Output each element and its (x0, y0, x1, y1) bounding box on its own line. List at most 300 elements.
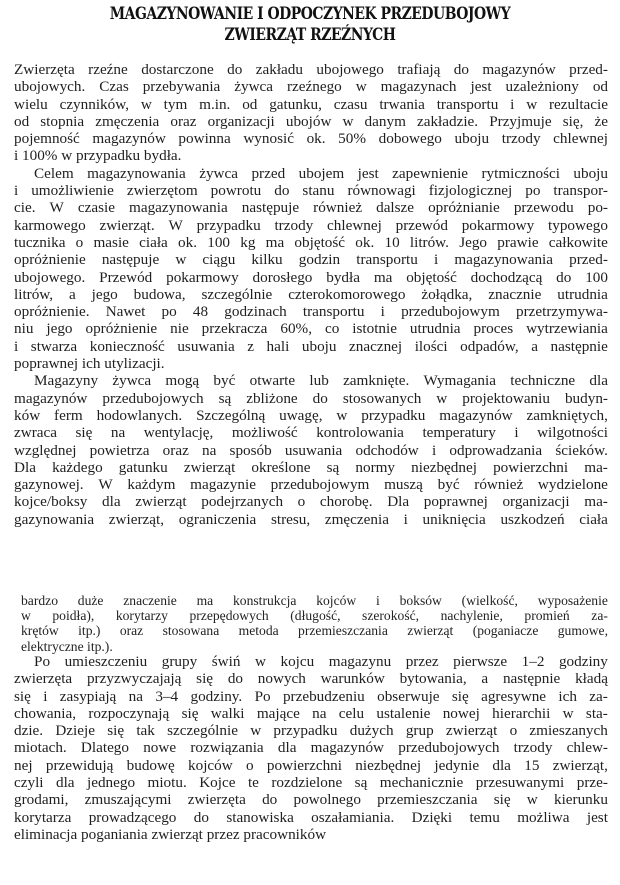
word: 1–2 (521, 653, 545, 670)
word: ferm (54, 406, 83, 424)
word: zmęczenia (95, 112, 160, 130)
word: temperatury (422, 424, 496, 442)
word: ok. (355, 233, 375, 251)
word: rozdzielone (271, 774, 343, 792)
word: do (227, 670, 244, 688)
word: kilku (251, 251, 283, 269)
word: ciągu (202, 251, 236, 269)
word: przesuwanymi (475, 774, 565, 792)
word: że (594, 112, 608, 130)
word: stosowanych (342, 389, 422, 407)
word: warunków (320, 670, 385, 688)
text-line (14, 372, 608, 389)
word: usuwania (284, 441, 343, 459)
word: odprowadzania (449, 441, 543, 459)
word: organizacji (502, 493, 570, 511)
word: powinna (178, 130, 231, 148)
word: od (592, 78, 608, 96)
word: 15 (524, 756, 540, 774)
word: i (431, 441, 437, 459)
word: znacznie (488, 285, 542, 303)
word: krętów (21, 623, 59, 639)
word: hierarchii (492, 704, 551, 722)
word: jest (586, 808, 608, 826)
word: zwierząt (135, 493, 187, 511)
text-line (14, 303, 608, 320)
word: korytarzy (115, 608, 168, 624)
word: magazynowania (129, 199, 228, 217)
word: umożliwienie (31, 182, 114, 200)
word: pojemność (14, 130, 80, 148)
word: litrów. (409, 233, 449, 251)
word: do (556, 268, 572, 286)
word: niu (14, 320, 34, 338)
word: jego (46, 320, 73, 338)
word: do (227, 61, 243, 78)
word: przewodu (513, 199, 574, 217)
word: następuje (101, 251, 160, 269)
word: nowych (257, 670, 306, 688)
word: stanowiska (226, 808, 294, 826)
text-line (14, 670, 608, 687)
word: ok. (178, 233, 198, 251)
body-text-block-1 (14, 61, 608, 528)
word: wilgotności (537, 424, 608, 442)
word: boksów (399, 593, 442, 608)
text-line (14, 61, 608, 78)
word: sposób (229, 441, 272, 459)
word: uboju (573, 164, 608, 182)
word: utrudnia (557, 285, 608, 303)
word: trwania (379, 95, 425, 113)
word: uzależniony (505, 78, 579, 96)
word: celu (338, 704, 365, 722)
word: gumowe, (557, 623, 608, 639)
text-line (14, 130, 608, 147)
word: zwierząt (183, 458, 236, 476)
word: hali (266, 337, 290, 355)
text-line (14, 774, 608, 791)
word: 100 (585, 268, 608, 286)
word: chlewnej (327, 216, 382, 234)
word: trzody (274, 216, 314, 234)
word: magazynów (482, 61, 556, 78)
word: oraz (170, 112, 197, 130)
word: w (140, 95, 152, 113)
word: po (525, 182, 541, 200)
word: czterokomorowego (288, 285, 406, 303)
word: lub (309, 372, 329, 390)
text-line (14, 424, 608, 441)
word: i (514, 424, 519, 442)
word: szerokość, (362, 608, 420, 624)
word: dalsze (376, 199, 415, 217)
word: zamknięte. (343, 372, 410, 390)
word: dostarczone (141, 61, 214, 78)
word: za- (589, 687, 608, 705)
word: o (509, 722, 518, 740)
word: zwierząt (407, 623, 454, 639)
word: odpadów, (460, 337, 519, 355)
word: w (250, 722, 262, 740)
word: i (14, 337, 19, 355)
word: w (336, 406, 348, 424)
word: Magazyny (34, 372, 99, 390)
word: prawie (497, 233, 539, 251)
word: magazynu (328, 653, 392, 670)
word: grupy (161, 653, 198, 670)
word: godziny (558, 653, 608, 670)
word: następnie (502, 670, 561, 688)
word: ubojowych. (14, 78, 86, 96)
word: się (75, 424, 93, 442)
word: ograniczenia (178, 510, 257, 528)
text-line (14, 757, 608, 774)
word: pokarmowy (166, 268, 239, 286)
word: wytrzewiania (526, 320, 608, 338)
word: W (49, 199, 64, 217)
word: ich (558, 687, 577, 705)
word: przed- (569, 61, 608, 78)
word: trafiają (397, 61, 441, 78)
word: zasypiają (59, 687, 117, 705)
word: Celem (34, 164, 74, 182)
word: gazynowej. (14, 476, 84, 494)
word: tak (136, 722, 155, 740)
word: Po (34, 653, 51, 670)
word: budowa, (133, 285, 186, 303)
word: czyli (14, 774, 44, 792)
word: trzody (501, 130, 541, 148)
word: cie. (14, 199, 36, 217)
word: konstrukcja (232, 593, 297, 608)
word: masie (93, 233, 129, 251)
word: ma (265, 233, 285, 251)
word: pierwsze (453, 653, 508, 670)
text-line (14, 493, 608, 510)
word: żywca (199, 164, 239, 182)
word: każdym (127, 476, 176, 494)
word: żywca (112, 372, 152, 390)
word: muszą (384, 476, 423, 494)
word: przekracza (201, 320, 268, 338)
word: umieszczeniu (64, 653, 148, 670)
word: zwierzęta (187, 791, 246, 809)
word: grup (405, 722, 434, 740)
word: przewód (395, 216, 448, 234)
word: żywca (234, 78, 274, 96)
word: na (110, 424, 126, 442)
word: opróżnienie (14, 251, 86, 269)
text-line (14, 217, 608, 234)
word: nowej (442, 704, 480, 722)
word: (wielkość, (461, 593, 518, 608)
word: chowania, (14, 704, 76, 722)
word: w (355, 78, 367, 96)
word: o (246, 756, 254, 774)
text-line (14, 338, 608, 355)
word: zakładzie. (416, 112, 479, 130)
word: magazynach (380, 78, 457, 96)
word: transpor- (553, 182, 608, 200)
word: w (562, 704, 574, 722)
text-line (14, 165, 608, 182)
word: co (324, 320, 340, 338)
word: zmęczenia (324, 510, 389, 528)
word: oraz (119, 623, 144, 639)
word: się (493, 791, 511, 809)
word: dochodzącą (470, 268, 543, 286)
text-line (14, 705, 608, 722)
word: odchodów (355, 441, 419, 459)
word: W (98, 476, 113, 494)
word: walki (210, 704, 245, 722)
word: przed- (569, 251, 608, 269)
word: proces (473, 320, 514, 338)
word: do (193, 808, 209, 826)
word: magazynowania (454, 251, 554, 269)
word: ubojów (285, 112, 332, 130)
word: korytarza (14, 808, 72, 826)
word: zapewnienie (392, 164, 469, 182)
word: duże (77, 593, 104, 608)
word: powierzchni (266, 756, 342, 774)
word: a (68, 285, 76, 303)
word: rezultacie (548, 95, 608, 113)
word: Dlatego (80, 739, 129, 757)
word: zwierzęta (14, 670, 73, 688)
word: (poganiacze (472, 623, 539, 639)
word: kojcu (280, 653, 315, 670)
text-line: elektryczne itp.). (21, 638, 113, 654)
word: temu (469, 808, 500, 826)
word: być (437, 476, 460, 494)
word: miotach. (14, 739, 67, 757)
word: ilości (414, 337, 448, 355)
word: godzinach (224, 303, 287, 321)
text-line (14, 234, 608, 251)
word: po (161, 303, 177, 321)
word: czynników, (59, 95, 130, 113)
word: się (196, 670, 214, 688)
word: kojców (316, 593, 357, 608)
word: znacznej (349, 337, 403, 355)
word: transportu (436, 95, 499, 113)
word: o (75, 233, 84, 251)
word: tucznika (14, 233, 66, 251)
word: i (380, 303, 385, 321)
word: dużych (349, 722, 394, 740)
word: kg (240, 233, 256, 251)
word: do (274, 182, 290, 200)
text-line (14, 269, 608, 286)
word: i (403, 510, 408, 528)
word: powierzchni (493, 458, 569, 476)
word: są (326, 458, 340, 476)
word: żołądka, (421, 285, 473, 303)
word: Dla (14, 458, 36, 476)
title-line-1: MAGAZYNOWANIE I ODPOCZYNEK PRZEDUBOJOWY (109, 4, 511, 24)
word: bardzo (21, 593, 58, 608)
word: uniknięcia (422, 510, 486, 528)
word: itp.) (78, 623, 101, 639)
word: kładą (575, 670, 608, 688)
word: poidła), (52, 608, 95, 624)
word: Jego (459, 233, 488, 251)
word: Czas (99, 78, 129, 96)
word: Przewód (99, 268, 153, 286)
word: przebywania (142, 78, 221, 96)
word: dobowego (378, 130, 442, 148)
word: Przyjmuje (489, 112, 552, 130)
word: Kojce (199, 774, 236, 792)
word: prowadzącego (88, 808, 177, 826)
word: przypadku (196, 216, 261, 234)
word: przepędowych (189, 608, 269, 624)
word: określone (251, 458, 311, 476)
word: ciała (139, 233, 168, 251)
word: ubojowego (316, 61, 384, 78)
word: zwierząt (445, 722, 498, 740)
word: się (181, 704, 199, 722)
word: typowego (548, 216, 608, 234)
text-line (14, 286, 608, 303)
word: niezbędnej (411, 458, 477, 476)
word: równowagi (347, 182, 416, 200)
word: ciała (579, 510, 608, 528)
word: stresu, (270, 510, 311, 528)
text-line: eliminacja poganiania zwierząt przez pracowników (14, 825, 327, 843)
body-text-block-2-small (21, 593, 608, 654)
word: w (254, 653, 266, 670)
word: chlew- (566, 739, 608, 757)
word: Nawet (105, 303, 146, 321)
word: w (436, 389, 448, 407)
word: zakładu (255, 61, 303, 78)
text-line (14, 459, 608, 476)
word: bydła (326, 268, 360, 286)
text-line (14, 96, 608, 113)
word: kierunku (553, 791, 608, 809)
word: bytowania, (399, 670, 467, 688)
word: być (213, 372, 236, 390)
word: ustalenie (376, 704, 431, 722)
word: i (14, 182, 19, 200)
word: przewidują (45, 756, 114, 774)
word: mające (256, 704, 300, 722)
word: magazynów (310, 739, 385, 757)
word: usuwania (177, 337, 235, 355)
word: następuje (241, 199, 300, 217)
word: przez (405, 653, 439, 670)
word: zamkniętych, (526, 406, 608, 424)
word: zwierząt, (108, 510, 165, 528)
word: względnej (14, 441, 77, 459)
word: również (474, 476, 524, 494)
word: Dzieje (55, 722, 95, 740)
word: przedubojowym (401, 303, 500, 321)
word: mechanicznie (379, 774, 464, 792)
word: opróżnienie. (14, 303, 90, 321)
word: Dla (387, 493, 410, 511)
word: ma- (584, 493, 608, 511)
word: Szczególną (196, 406, 266, 424)
word: znaczenie (123, 593, 177, 608)
word: mogą (165, 372, 200, 390)
text-line (14, 442, 608, 459)
text-line (14, 113, 608, 130)
word: magazynowania (87, 164, 186, 182)
word: w (21, 608, 31, 624)
word: Po (254, 687, 271, 705)
word: stwarza (30, 337, 78, 355)
word: również (313, 199, 363, 217)
word: się (14, 687, 31, 705)
word: powietrza (89, 441, 150, 459)
word: po- (587, 199, 608, 217)
word: promień (524, 608, 570, 624)
word: ków (14, 406, 41, 424)
text-line: i 100% w przypadku bydła. (14, 147, 182, 165)
word: budowę (126, 756, 175, 774)
word: zwierząt, (552, 756, 608, 774)
word: kojce/boksy (14, 493, 88, 511)
word: przypadku (273, 722, 338, 740)
text-line (14, 78, 608, 95)
word: rozwiązania (190, 739, 264, 757)
word: w (342, 112, 354, 130)
word: możliwa (517, 808, 570, 826)
word: powrotu (210, 182, 262, 200)
word: ubojem (298, 164, 345, 182)
word: projektowaniu (462, 389, 550, 407)
word: a (531, 337, 538, 355)
word: o (297, 493, 306, 511)
word: godzin (298, 251, 341, 269)
text-line (14, 251, 608, 268)
word: oszałamiania. (311, 808, 395, 826)
word: prze- (576, 774, 608, 792)
word: dla (277, 739, 297, 757)
word: czasie (77, 199, 115, 217)
text-line (14, 653, 608, 670)
word: ścieków. (555, 441, 608, 459)
word: sta- (585, 704, 608, 722)
word: wyposażenie (537, 593, 608, 608)
word: (długość, (290, 608, 341, 624)
word: magazynów (92, 130, 166, 148)
text-line (14, 511, 608, 528)
word: ma- (584, 458, 608, 476)
word: obserwuje (377, 687, 440, 705)
word: przemieszczania (298, 623, 388, 639)
word: utrudnia (409, 320, 461, 338)
word: hodowlanych. (96, 406, 183, 424)
page-title (0, 4, 620, 46)
word: jest (357, 164, 379, 182)
word: objętość (406, 268, 457, 286)
word: W (168, 216, 183, 234)
word: ma (373, 268, 393, 286)
text-line (14, 688, 608, 705)
word: wynosić (243, 130, 294, 148)
word: Wymagania (423, 372, 496, 390)
word: metoda (238, 623, 279, 639)
word: uwagę, (279, 406, 323, 424)
word: możliwość (231, 424, 298, 442)
word: całkowite (548, 233, 608, 251)
word: 50% (338, 130, 367, 148)
